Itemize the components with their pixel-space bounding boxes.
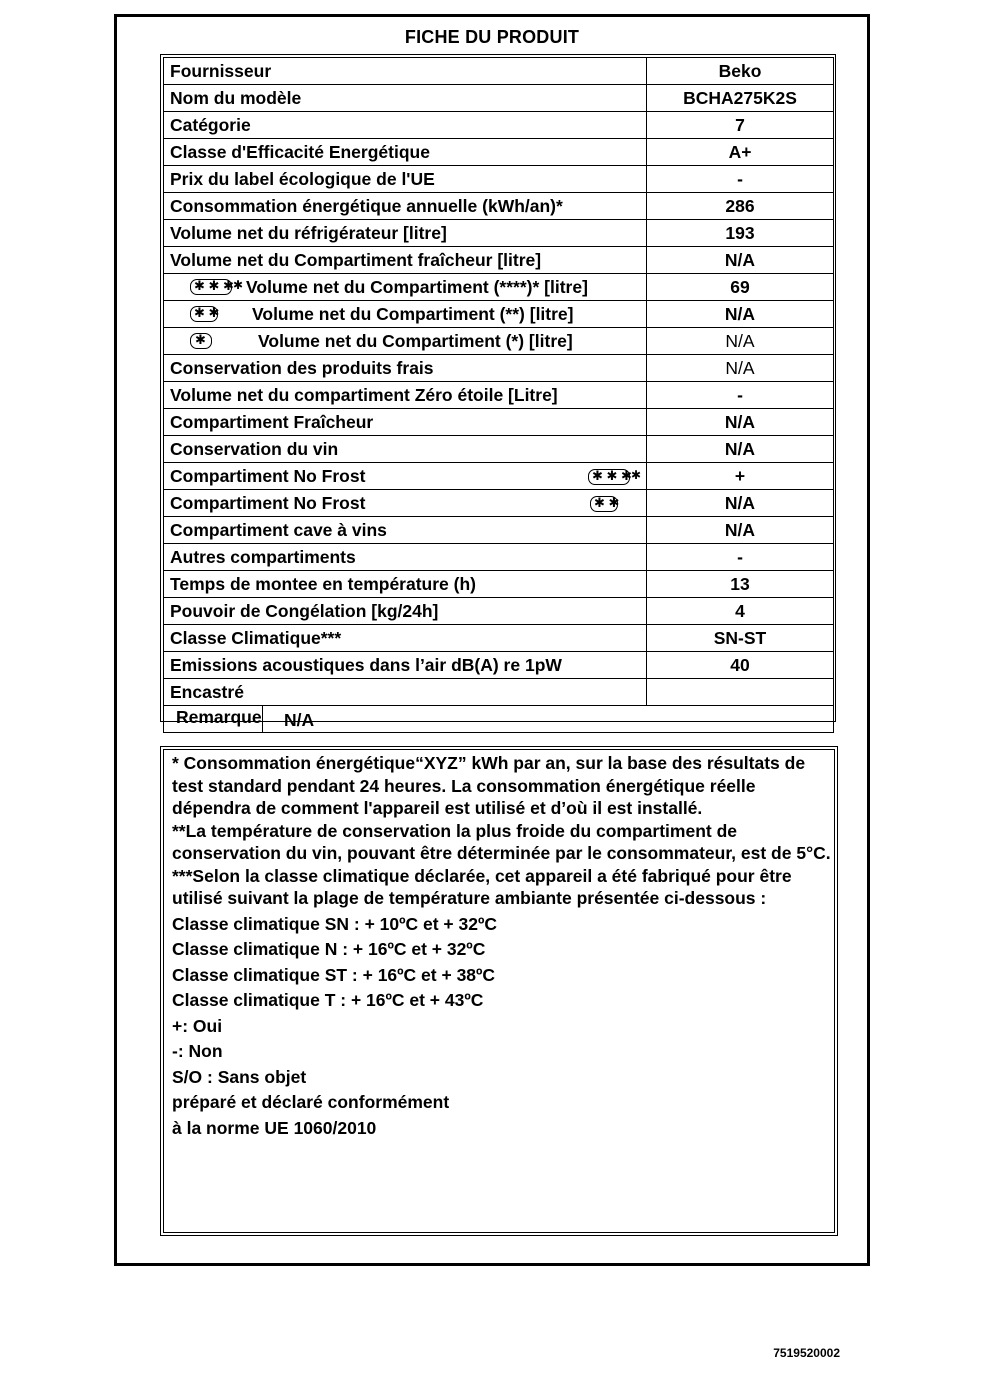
row-value: 13 — [647, 571, 834, 598]
table-row — [164, 139, 834, 166]
table-row — [164, 463, 834, 490]
list-item: -: Non — [172, 1041, 223, 1061]
note-climate-class: ***Selon la classe climatique déclarée, cet appareil a été fabriqué pour être utilisé suivant la plage de température ambiante présentée ci-dessous : — [172, 865, 792, 908]
row-label-cell — [164, 274, 647, 301]
row-label: Fournisseur — [164, 58, 647, 85]
table-row — [164, 58, 834, 85]
table-row — [164, 328, 834, 355]
table-row — [164, 247, 834, 274]
table-row — [164, 652, 834, 679]
table-row — [164, 679, 834, 706]
row-label-cell — [164, 490, 647, 517]
table-row — [164, 598, 834, 625]
table-row — [164, 112, 834, 139]
note-energy: * Consommation énergétique“XYZ” kWh par an, sur la base des résultats de test standard pendant 24 heures. La consommation énergétique réelle dépendra de comment l'appareil est utilisé et d’où il est installé. — [172, 753, 806, 818]
list-item: Classe climatique N : + 16ºC et + 32ºC — [172, 939, 486, 959]
spec-table — [163, 57, 834, 733]
list-item: préparé et déclaré conformément — [172, 1092, 450, 1112]
remark-cell — [164, 706, 834, 733]
table-row — [164, 301, 834, 328]
row-label: Encastré — [164, 679, 647, 706]
list-item: S/O : Sans objet — [172, 1066, 307, 1087]
row-value: N/A — [647, 409, 834, 436]
table-row — [164, 436, 834, 463]
row-value: - — [647, 166, 834, 193]
row-value: 40 — [647, 652, 834, 679]
row-label: Compartiment No Frost — [170, 492, 366, 513]
table-row — [164, 571, 834, 598]
table-row — [164, 490, 834, 517]
remark-divider — [262, 706, 263, 732]
table-row — [164, 517, 834, 544]
row-value: - — [647, 544, 834, 571]
row-label: Volume net du Compartiment (*) [litre] — [258, 330, 573, 351]
row-label-cell — [164, 301, 647, 328]
table-row — [164, 355, 834, 382]
row-label: Consommation énergétique annuelle (kWh/an)* — [164, 193, 647, 220]
row-label: Classe d'Efficacité Energétique — [164, 139, 647, 166]
row-label: Conservation du vin — [164, 436, 647, 463]
table-row — [164, 544, 834, 571]
one-star-icon: ✱ — [190, 333, 212, 349]
row-label: Compartiment No Frost — [170, 465, 366, 486]
notes-section — [172, 752, 834, 1141]
row-value: 286 — [647, 193, 834, 220]
row-label: Pouvoir de Congélation [kg/24h] — [164, 598, 647, 625]
row-label: Compartiment Fraîcheur — [164, 409, 647, 436]
row-label: Temps de montee en température (h) — [164, 571, 647, 598]
row-value: N/A — [647, 517, 834, 544]
row-value: N/A — [647, 355, 834, 382]
row-value: 4 — [647, 598, 834, 625]
note-wine-temperature: **La température de conservation la plus froide du compartiment de conservation du vin, pouvant être déterminée par le consommateur, est de 5°C. — [172, 820, 831, 863]
row-value: Beko — [647, 58, 834, 85]
row-label: Classe Climatique*** — [164, 625, 647, 652]
row-label-cell — [164, 328, 647, 355]
remark-label: Remarque — [176, 707, 262, 727]
row-value: N/A — [647, 301, 834, 328]
row-label: Autres compartiments — [164, 544, 647, 571]
list-item: à la norme UE 1060/2010 — [172, 1117, 377, 1138]
table-row — [164, 274, 834, 301]
row-value: N/A — [647, 490, 834, 517]
page-title: FICHE DU PRODUIT — [404, 27, 580, 47]
four-star-icon: ✱ ✱ ✱ ✱ — [190, 279, 232, 295]
row-label: Conservation des produits frais — [164, 355, 647, 382]
list-item: Classe climatique SN : + 10ºC et + 32ºC — [172, 913, 498, 934]
row-value: 7 — [647, 112, 834, 139]
table-row — [164, 166, 834, 193]
row-value: N/A — [647, 328, 834, 355]
row-label: Volume net du Compartiment fraîcheur [litre] — [164, 247, 647, 274]
four-star-icon: ✱ ✱ ✱ ✱ — [588, 469, 630, 485]
row-label: Emissions acoustiques dans l’air dB(A) re 1pW — [164, 652, 647, 679]
list-item: Classe climatique T : + 16ºC et + 43ºC — [172, 990, 484, 1010]
two-star-icon: ✱ ✱ — [590, 496, 618, 512]
table-row — [164, 625, 834, 652]
list-item: Classe climatique ST : + 16ºC et + 38ºC — [172, 964, 496, 985]
row-value: 193 — [647, 220, 834, 247]
row-value: N/A — [647, 436, 834, 463]
row-value: N/A — [647, 247, 834, 274]
table-row — [164, 382, 834, 409]
row-label: Prix du label écologique de l'UE — [164, 166, 647, 193]
row-value: A+ — [647, 139, 834, 166]
table-row — [164, 220, 834, 247]
row-label: Compartiment cave à vins — [164, 517, 647, 544]
row-value: BCHA275K2S — [647, 85, 834, 112]
table-row — [164, 85, 834, 112]
row-value: SN-ST — [647, 625, 834, 652]
table-row — [164, 409, 834, 436]
row-value: - — [647, 382, 834, 409]
list-item: +: Oui — [172, 1015, 223, 1036]
row-label: Catégorie — [164, 112, 647, 139]
row-label: Volume net du réfrigérateur [litre] — [164, 220, 647, 247]
document-number: 7519520002 — [773, 1346, 840, 1360]
row-label: Volume net du Compartiment (**) [litre] — [252, 303, 574, 324]
climate-list — [172, 912, 834, 1142]
two-star-icon: ✱ ✱ — [190, 306, 218, 322]
row-label-cell — [164, 463, 647, 490]
row-label: Nom du modèle — [164, 85, 647, 112]
row-label: Volume net du compartiment Zéro étoile [Litre] — [164, 382, 647, 409]
remark-value: N/A — [284, 710, 315, 730]
table-row — [164, 193, 834, 220]
remark-row — [164, 706, 834, 733]
row-value: + — [647, 463, 834, 490]
row-value: 69 — [647, 274, 834, 301]
row-label: Volume net du Compartiment (****)* [litre] — [246, 276, 588, 297]
row-value — [647, 679, 834, 706]
